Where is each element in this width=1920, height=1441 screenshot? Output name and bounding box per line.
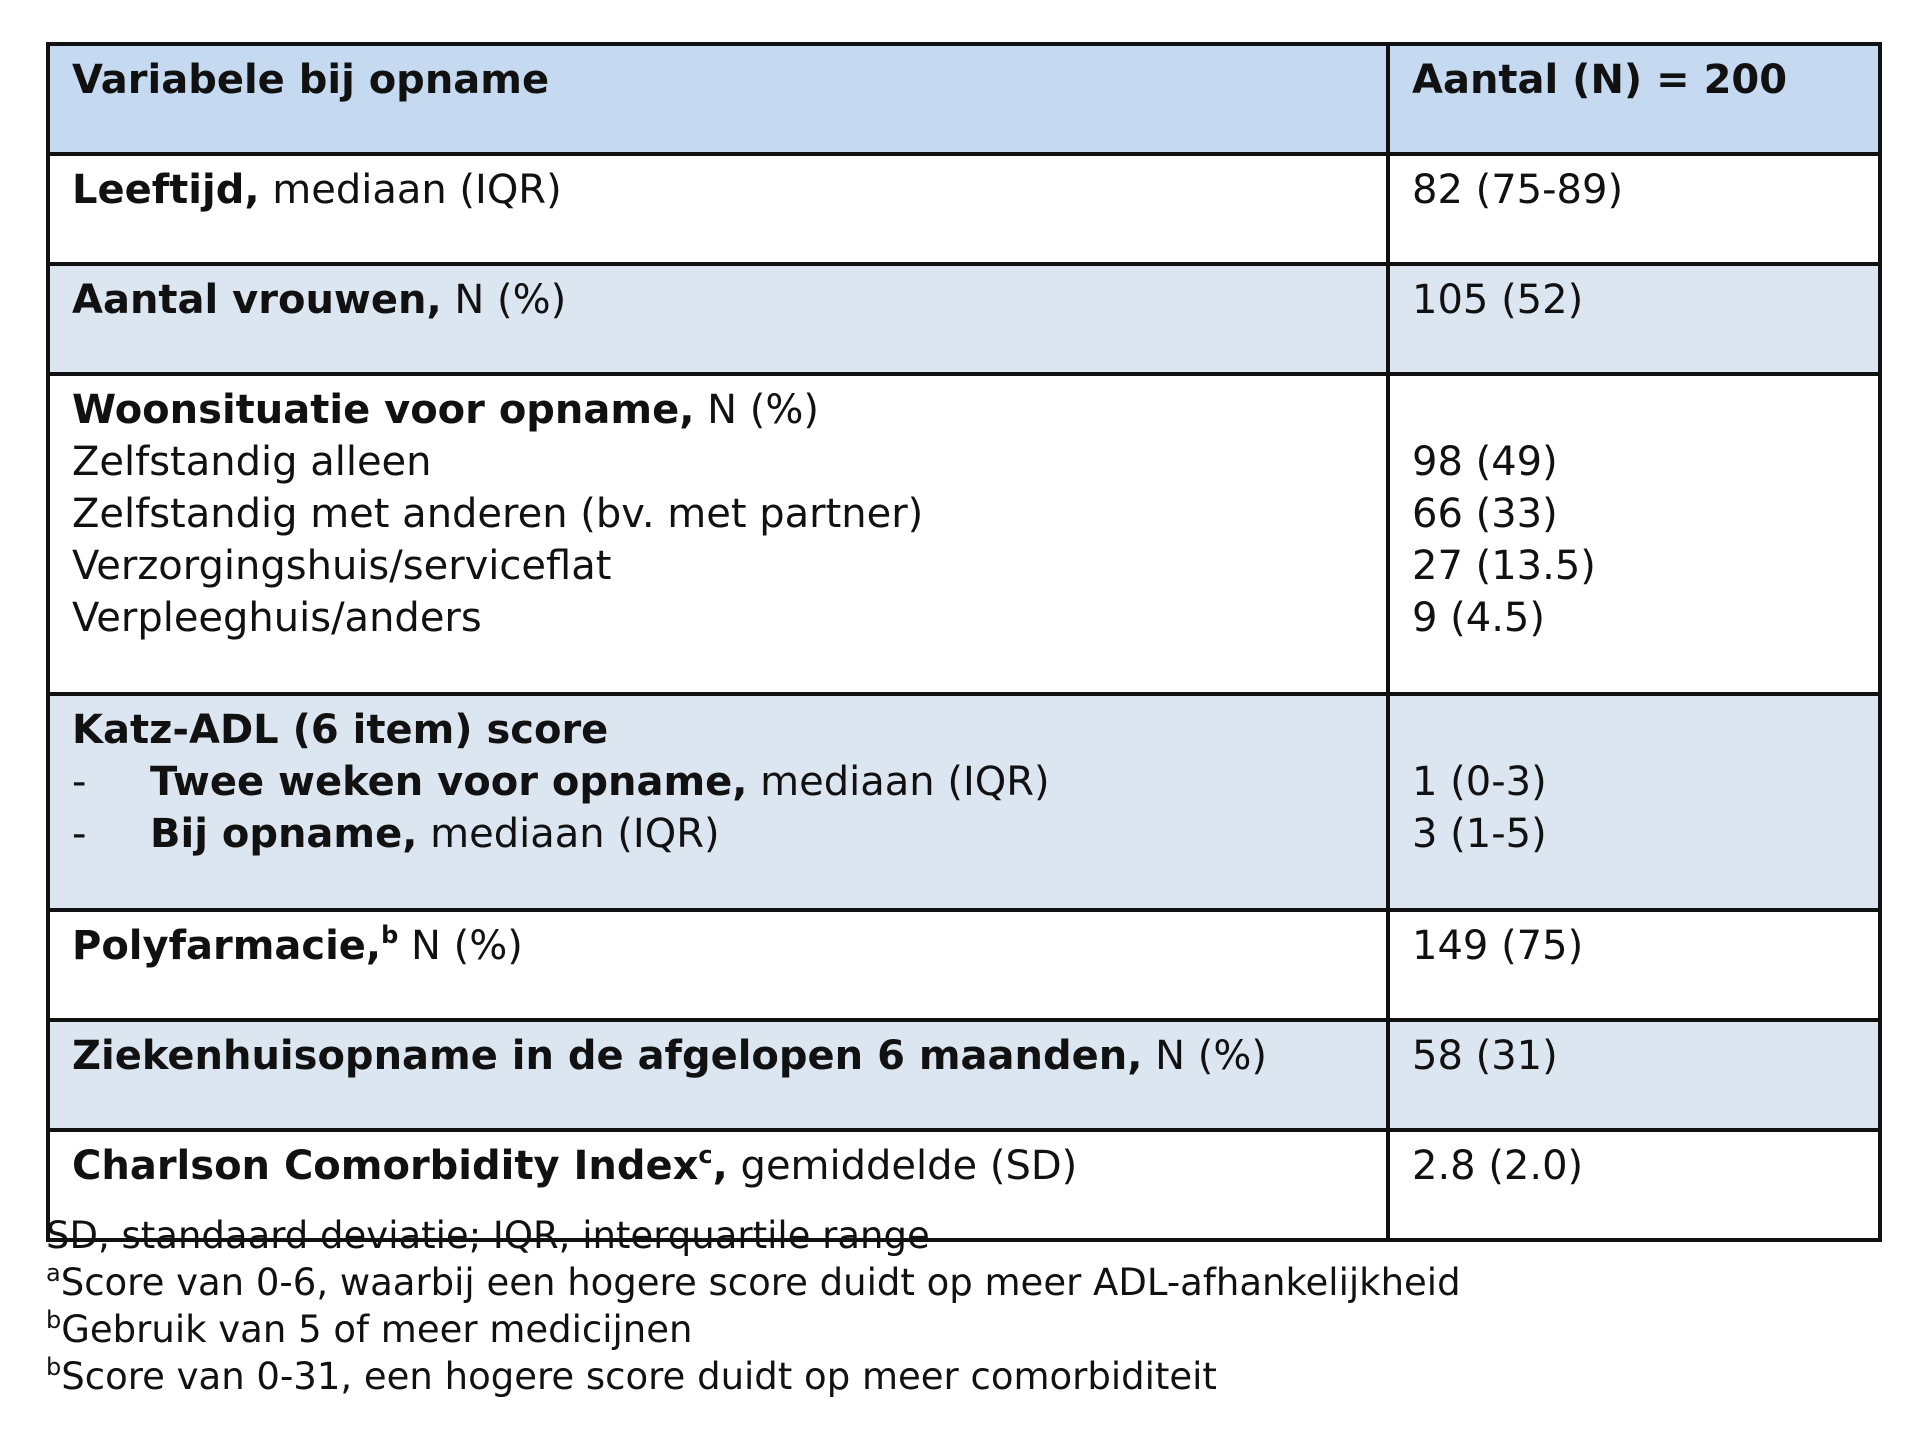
header-count: Aantal (N) = 200 bbox=[1388, 44, 1880, 154]
row-label-polypharmacy: Polyfarmacie,$^b$ N (%) bbox=[48, 910, 1388, 1020]
footnote: SD, standaard deviatie; IQR, interquartile range bbox=[46, 1214, 930, 1257]
table-row-katz-adl bbox=[48, 694, 1880, 910]
living-item-label: Zelfstandig alleen bbox=[72, 439, 432, 485]
row-value-living-situation bbox=[1388, 374, 1880, 694]
katz-item-label: - Twee weken voor opname, mediaan (IQR) bbox=[72, 759, 1050, 805]
living-item-label: Verpleeghuis/anders bbox=[72, 595, 482, 641]
footnote-marker: b bbox=[381, 921, 399, 949]
footnote: $^a$Score van 0-6, waarbij een hogere score duidt op meer ADL-afhankelijkheid bbox=[46, 1259, 1461, 1304]
living-item-value: 66 (33) bbox=[1412, 491, 1558, 537]
row-label-women: Aantal vrouwen, N (%) bbox=[48, 264, 1388, 374]
row-value-women: 105 (52) bbox=[1388, 264, 1880, 374]
table-row-polypharmacy bbox=[48, 910, 1880, 1020]
table-row-hospital-admission bbox=[48, 1020, 1880, 1130]
living-item-value: 9 (4.5) bbox=[1412, 595, 1545, 641]
row-value-polypharmacy: 149 (75) bbox=[1388, 910, 1880, 1020]
characteristics-table-container bbox=[46, 42, 1878, 1242]
row-label-living-situation: Woonsituatie voor opname, N (%) Zelfstandig alleen Zelfstandig met anderen (bv. met partner) Verzorgingshuis/serviceflat Verpleeghuis/anders bbox=[48, 374, 1388, 694]
living-item-label: Zelfstandig met anderen (bv. met partner) bbox=[72, 491, 924, 537]
table-header-row bbox=[48, 44, 1880, 154]
table-row-living-situation bbox=[48, 374, 1880, 694]
table-row-women bbox=[48, 264, 1880, 374]
living-item-value: 27 (13.5) bbox=[1412, 543, 1596, 589]
row-value-charlson: 2.8 (2.0) bbox=[1388, 1130, 1880, 1240]
header-variable: Variabele bij opname bbox=[48, 44, 1388, 154]
row-label-hospital-admission: Ziekenhuisopname in de afgelopen 6 maanden, N (%) bbox=[48, 1020, 1388, 1130]
footnote: $^b$Gebruik van 5 of meer medicijnen bbox=[46, 1306, 693, 1351]
row-value-age: 82 (75-89) bbox=[1388, 154, 1880, 264]
katz-item-value: 3 (1-5) bbox=[1412, 811, 1547, 857]
living-item-label: Verzorgingshuis/serviceflat bbox=[72, 543, 612, 589]
row-value-hospital-admission: 58 (31) bbox=[1388, 1020, 1880, 1130]
footnote-marker: c bbox=[698, 1141, 713, 1169]
row-label-katz-adl: Katz-ADL (6 item) score - Twee weken voor opname, mediaan (IQR) - Bij opname, mediaan (IQR) bbox=[48, 694, 1388, 910]
row-value-katz-adl bbox=[1388, 694, 1880, 910]
row-label-charlson: Charlson Comorbidity Index$^c$, gemiddelde (SD) bbox=[48, 1130, 1388, 1240]
katz-item-label: - Bij opname, mediaan (IQR) bbox=[72, 811, 720, 857]
living-item-value: 98 (49) bbox=[1412, 439, 1558, 485]
katz-item-value: 1 (0-3) bbox=[1412, 759, 1547, 805]
table-footnotes bbox=[46, 1212, 1886, 1400]
characteristics-table bbox=[46, 42, 1882, 1242]
footnote: $^b$Score van 0-31, een hogere score duidt op meer comorbiditeit bbox=[46, 1353, 1217, 1398]
table-row-age bbox=[48, 154, 1880, 264]
row-label-age: Leeftijd, mediaan (IQR) bbox=[48, 154, 1388, 264]
